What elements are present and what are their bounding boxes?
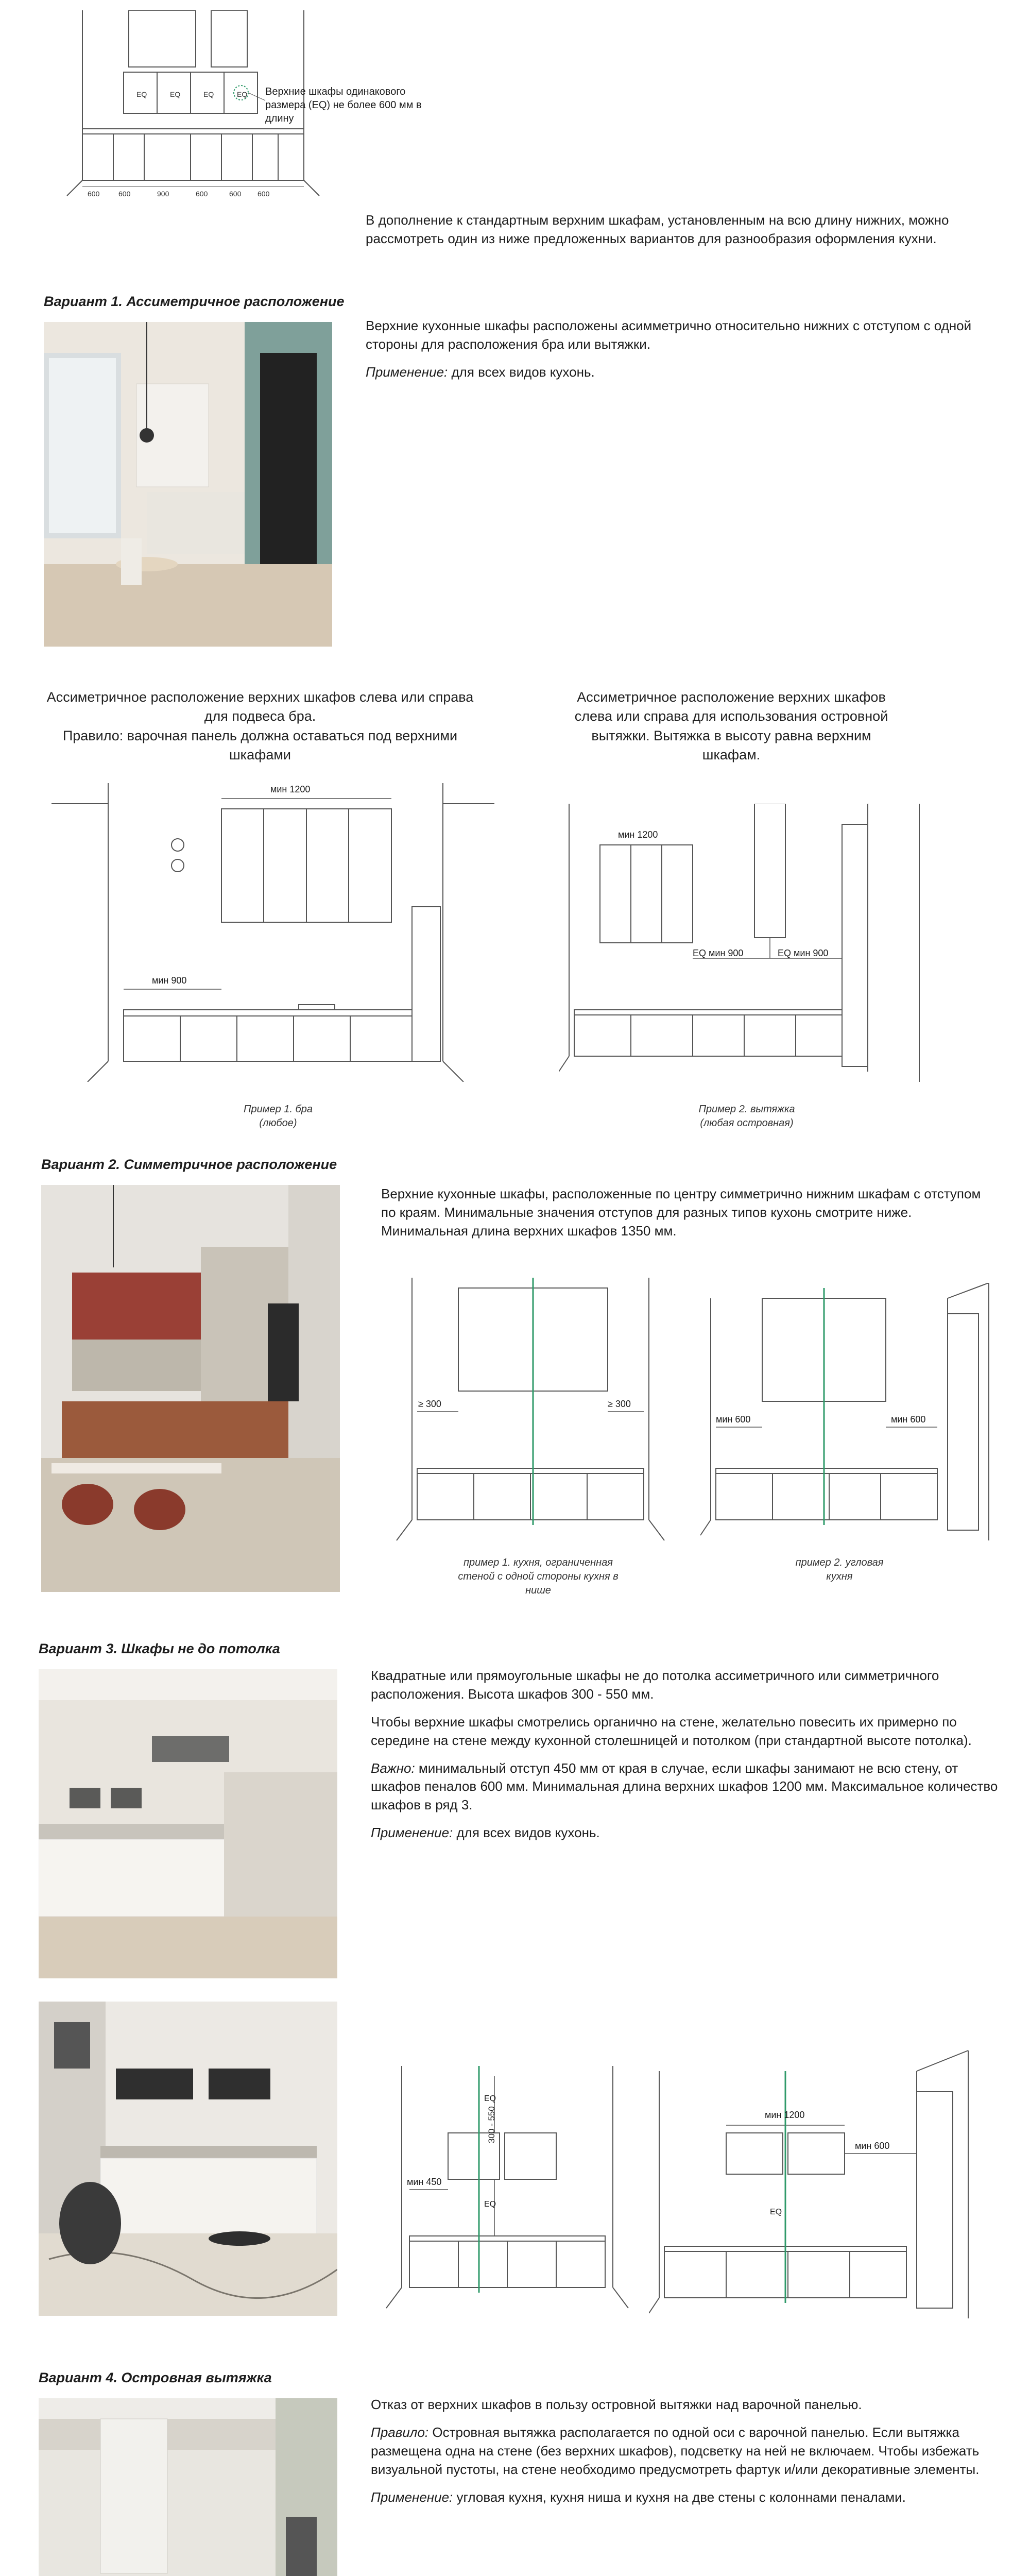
- variant4-title: Вариант 4. Островная вытяжка: [39, 2370, 272, 2385]
- variant3-drawing-2: [649, 2040, 989, 2318]
- dim-min900: мин 900: [152, 975, 187, 986]
- dim-label: 600: [118, 190, 131, 198]
- intro-text: В дополнение к стандартным верхним шкафам, установленным на всю длину нижних, можно рассмотреть один из ниже предложенных вариантов для разнообразия оформления кухни.: [366, 212, 949, 246]
- variant2-photo: [41, 1185, 340, 1592]
- variant1-right-head: Ассиметричное расположение верхних шкафов слева или справа для использования островной вытяжки. Вытяжка в высоту равна верхним шкафам.: [574, 689, 888, 762]
- variant3-photo-2: [39, 2002, 337, 2316]
- variant4-rule: Правило: Островная вытяжка располагается по одной оси с варочной панелью. Если вытяжка размещена одна на стене (без верхних шкафов), подсветку на ней не включаем. Чтобы избежать визуальной пустоты, на стене необходимо предусмотреть фартук и/или декоративные элементы.: [371, 2424, 980, 2477]
- dim-eq: EQ: [484, 2200, 496, 2209]
- dim-eq-min900: EQ мин 900: [778, 948, 829, 958]
- variant1-desc: Верхние кухонные шкафы расположены асимметрично относительно нижних с отступом с одной стороны для расположения бра или вытяжки.: [366, 318, 972, 352]
- dim-min1200: мин 1200: [618, 829, 658, 840]
- variant1-title: Вариант 1. Ассиметричное расположение: [44, 294, 345, 309]
- dim-height-300-550: 300 - 550: [487, 2106, 496, 2143]
- dim-eq: EQ: [770, 2208, 782, 2216]
- dim-label: 600: [229, 190, 242, 198]
- variant1-left-head: Ассиметричное расположение верхних шкафов слева или справа для подвеса бра.: [46, 689, 474, 724]
- eq-label: EQ: [237, 90, 248, 98]
- variant1-caption-2: Пример 2. вытяжка (любая островная): [698, 1104, 795, 1129]
- variant3-drawing-1: [381, 2066, 633, 2313]
- dim-label: 900: [157, 190, 169, 198]
- dim-label: 600: [196, 190, 208, 198]
- variant1-drawing-2: [559, 804, 960, 1082]
- variant2-caption-2: пример 2. угловая кухня: [795, 1557, 884, 1582]
- dim-min600: мин 600: [855, 2141, 890, 2151]
- variant2-desc: Верхние кухонные шкафы, расположенные по центру симметрично нижним шкафам с отступом по краям. Минимальные значения отступов для разных типов кухонь смотрите ниже. Минимальная длина верхних шкафов 1350 мм.: [381, 1186, 981, 1239]
- variant2-title: Вариант 2. Симметричное расположение: [41, 1157, 337, 1172]
- dim-300-right: ≥ 300: [608, 1399, 631, 1409]
- dim-min1200: мин 1200: [270, 784, 311, 794]
- dim-min600-right: мин 600: [891, 1414, 926, 1425]
- variant3-photo-1: [39, 1669, 337, 1978]
- variant3-p3: Важно: минимальный отступ 450 мм от края в случае, если шкафы занимают не всю стену, от шкафов пеналов 600 мм. Минимальная длина верхних шкафов 1200 мм. Максимальное количество шкафов в ряд 3.: [371, 1760, 998, 1813]
- variant3-p2: Чтобы верхние шкафы смотрелись органично на стене, желательно повесить их примерно по середине на стене между кухонной столешницей и потолком (при стандартной высоте потолка).: [371, 1714, 972, 1748]
- dim-eq-min900: EQ мин 900: [693, 948, 744, 958]
- eq-label: EQ: [136, 90, 147, 98]
- eq-label: EQ: [203, 90, 214, 98]
- variant2-drawing-1: [381, 1278, 670, 1546]
- dim-min1200: мин 1200: [765, 2110, 805, 2120]
- dim-min450: мин 450: [407, 2177, 442, 2187]
- dim-300-left: ≥ 300: [418, 1399, 441, 1409]
- variant1-drawing-1: [52, 783, 494, 1082]
- variant1-photo: [44, 322, 332, 647]
- variant3-title: Вариант 3. Шкафы не до потолка: [39, 1641, 280, 1656]
- variant1-caption-1: Пример 1. бра (любое): [244, 1104, 313, 1129]
- dim-eq: EQ: [484, 2094, 496, 2103]
- variant4-p1: Отказ от верхних шкафов в пользу островной вытяжки над варочной панелью.: [371, 2397, 862, 2412]
- top-annotation: Верхние шкафы одинакового размера (EQ) не более 600 мм в длину: [265, 86, 422, 124]
- variant2-caption-1: пример 1. кухня, ограниченная стеной с одной стороны кухня в нише: [458, 1557, 619, 1596]
- dim-label: 600: [88, 190, 100, 198]
- variant4-application: Применение: угловая кухня, кухня ниша и кухня на две стены с колоннами пеналами.: [371, 2489, 906, 2505]
- variant1-application: Применение: для всех видов кухонь.: [366, 364, 595, 380]
- variant3-application: Применение: для всех видов кухонь.: [371, 1825, 600, 1841]
- variant1-left-rule: Правило: варочная панель должна оставаться под верхними шкафами: [62, 727, 458, 762]
- eq-label: EQ: [170, 90, 181, 98]
- variant3-p1: Квадратные или прямоугольные шкафы не до потолка ассиметричного или симметричного расположения. Высота шкафов 300 - 550 мм.: [371, 1668, 939, 1702]
- variant2-drawing-2: [700, 1283, 999, 1540]
- dim-label: 600: [258, 190, 270, 198]
- dim-min600-left: мин 600: [716, 1414, 751, 1425]
- variant4-photo: [39, 2398, 337, 2576]
